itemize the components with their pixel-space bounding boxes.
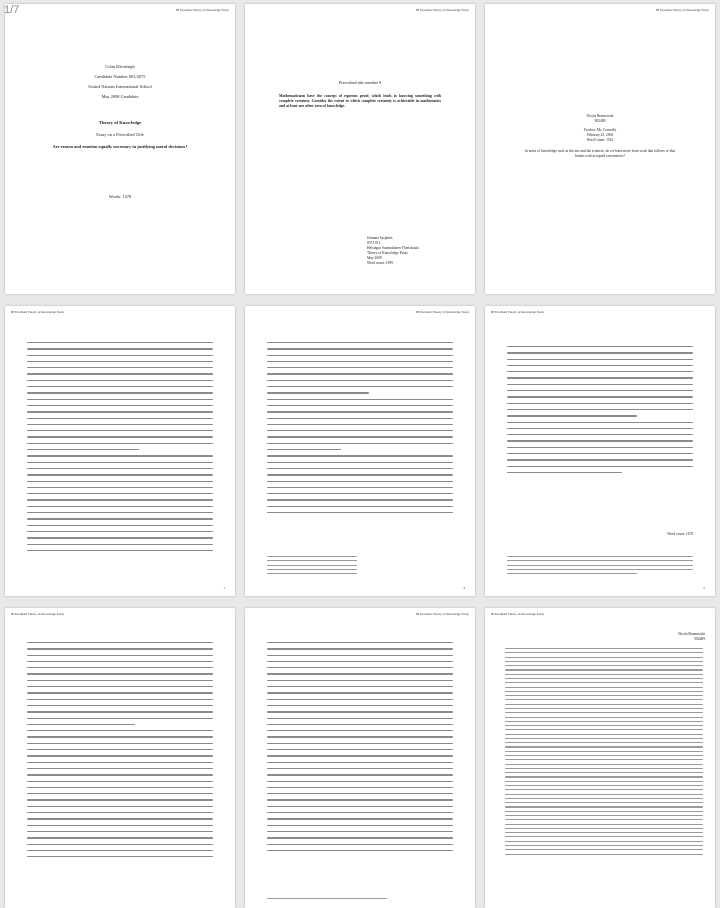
page-number: 1 <box>223 585 225 590</box>
body-text <box>27 642 213 862</box>
body-text <box>27 342 213 556</box>
signature-school: Helsingin Suomalainen Yhteiskoulu <box>367 246 419 250</box>
body-text <box>267 642 453 856</box>
page-header: IB Excellent Theory of Knowledge Essay <box>415 8 469 12</box>
subject: Theory of Knowledge <box>98 120 142 125</box>
document-page-1[interactable] <box>5 4 235 294</box>
footnotes <box>267 898 387 902</box>
footnotes <box>267 556 357 577</box>
document-page-9[interactable] <box>485 608 715 908</box>
essay-question: In areas of knowledge such as the arts and the sciences, do we learn more from work that follows or that breaks with accepted conventions? <box>525 149 675 158</box>
page-counter: 1/7 <box>4 4 20 16</box>
prescribed-title-label: Prescribed title number 9 <box>338 80 382 85</box>
page-header: IB Excellent Theory of Knowledge Essay <box>175 8 229 12</box>
session: May 2008 Candidate <box>101 94 139 99</box>
author-name: Nicola Bramowski <box>586 114 614 118</box>
word-count: Word Count: 1561 <box>586 138 614 142</box>
signature-course: Theory of Knowledge Essay <box>367 251 409 255</box>
page-header: IB Excellent Theory of Knowledge Essay <box>415 310 469 314</box>
author-name: Nicola Bramowski <box>677 632 705 636</box>
page-number: 4 <box>463 585 465 590</box>
teacher: Teacher: Mr. Connolly <box>583 128 617 132</box>
candidate-name: Colin Kleufengh <box>105 64 135 69</box>
candidate-number: Candidate Number 001/2075 <box>94 74 146 79</box>
signature-count: Word count: 1599 <box>367 261 393 265</box>
prescribed-title-text: Mathematicians have the concept of rigorous proof, which leads to knowing something with complete certainty. Consider the extent to which complete certainty is achievable in mathematics and at least one other area of knowledge. <box>279 94 441 108</box>
footnotes <box>507 556 693 577</box>
document-page-5[interactable] <box>245 306 475 596</box>
essay-title: Are reason and emotion equally necessary in justifying moral decisions? <box>52 144 188 149</box>
page-header: IB Excellent Theory of Knowledge Essay <box>11 612 65 616</box>
signature-name: Johanna Syrjänen <box>367 236 393 240</box>
document-page-2[interactable] <box>245 4 475 294</box>
word-count: Word count: 1478 <box>667 532 693 536</box>
body-text <box>267 342 453 518</box>
body-text <box>507 346 693 478</box>
school-name: United Nations International School <box>88 84 152 89</box>
page-header: IB Excellent Theory of Knowledge Essay <box>655 8 709 12</box>
signature-date: May 2008 <box>367 256 382 260</box>
page-number: 5 <box>703 585 705 590</box>
page-header: IB Excellent Theory of Knowledge Essay <box>491 310 545 314</box>
author-code: 002489 <box>694 637 705 641</box>
document-page-8[interactable] <box>245 608 475 908</box>
author-code: 002489 <box>594 119 606 123</box>
essay-type: Essay on a Prescribed Title <box>96 132 144 137</box>
body-text <box>505 648 703 858</box>
word-count: Words: 1478 <box>108 194 132 199</box>
page-header: IB Excellent Theory of Knowledge Essay <box>11 310 65 314</box>
page-header: IB Excellent Theory of Knowledge Essay <box>491 612 545 616</box>
document-page-7[interactable] <box>5 608 235 908</box>
document-page-6[interactable] <box>485 306 715 596</box>
document-page-4[interactable] <box>5 306 235 596</box>
signature-code: 0371 011 <box>367 241 381 245</box>
date: February 25, 2004 <box>586 133 614 137</box>
document-page-3[interactable] <box>485 4 715 294</box>
page-header: IB Excellent Theory of Knowledge Essay <box>415 612 469 616</box>
